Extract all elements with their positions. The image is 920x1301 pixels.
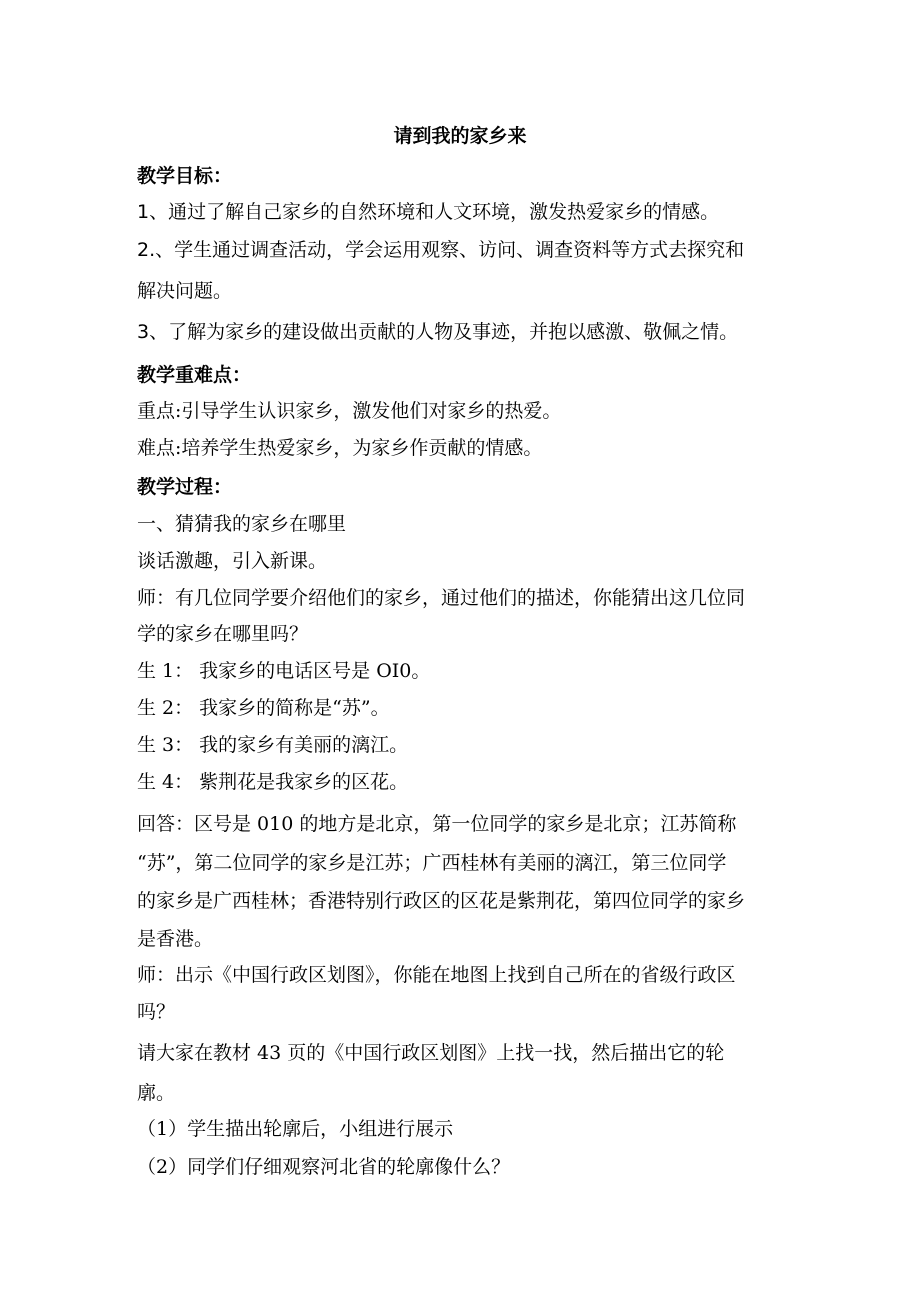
process-section-1: 一、猜猜我的家乡在哪里 — [137, 513, 347, 535]
answer-line-4: 是香港。 — [137, 928, 214, 950]
key-points-heading: 教学重难点： — [137, 364, 252, 386]
teacher-map-line-2: 吗？ — [137, 1001, 176, 1023]
instruction-line-1: 请大家在教材 43 页的《中国行政区划图》上找一找，然后描出它的轮 — [137, 1042, 725, 1064]
student-2: 生 2： 我家乡的简称是“苏”。 — [137, 697, 390, 719]
objective-item-2: 2.、学生通过调查活动，学会运用观察、访问、调查资料等方式去探究和 — [137, 239, 745, 261]
process-heading: 教学过程： — [137, 476, 233, 498]
objectives-heading: 教学目标： — [137, 165, 233, 187]
teacher-map-line-1: 师：出示《中国行政区划图》，你能在地图上找到自己所在的省级行政区 — [137, 964, 736, 986]
answer-line-1: 回答：区号是 010 的地方是北京，第一位同学的家乡是北京；江苏简称 — [137, 813, 737, 835]
objective-item-3: 3、了解为家乡的建设做出贡献的人物及事迹，并抱以感激、敬佩之情。 — [137, 321, 739, 343]
answer-line-3: 的家乡是广西桂林；香港特别行政区的区花是紫荆花，第四位同学的家乡 — [137, 890, 746, 912]
step-2: （2）同学们仔细观察河北省的轮廓像什么？ — [137, 1156, 511, 1178]
document-title: 请到我的家乡来 — [393, 125, 527, 147]
student-4: 生 4： 紫荆花是我家乡的区花。 — [137, 771, 409, 793]
process-intro: 谈话激趣，引入新课。 — [137, 550, 328, 572]
key-point-difficulty: 难点:培养学生热爱家乡，为家乡作贡献的情感。 — [137, 437, 543, 459]
teacher-question-line-1: 师：有几位同学要介绍他们的家乡，通过他们的描述，你能猜出这几位同 — [137, 587, 746, 609]
teacher-question-line-2: 学的家乡在哪里吗？ — [137, 623, 309, 645]
student-1: 生 1： 我家乡的电话区号是 OI0。 — [137, 660, 431, 682]
step-1: （1）学生描出轮廓后，小组进行展示 — [137, 1118, 454, 1140]
objective-item-1: 1、通过了解自己家乡的自然环境和人文环境，激发热爱家乡的情感。 — [137, 201, 720, 223]
objective-item-2-continued: 解决问题。 — [137, 280, 233, 302]
answer-line-2: “苏”，第二位同学的家乡是江苏；广西桂林有美丽的漓江，第三位同学 — [137, 852, 727, 874]
key-point-focus: 重点:引导学生认识家乡，激发他们对家乡的热爱。 — [137, 400, 562, 422]
student-3: 生 3： 我的家乡有美丽的漓江。 — [137, 734, 409, 756]
instruction-line-2: 廓。 — [137, 1082, 176, 1104]
